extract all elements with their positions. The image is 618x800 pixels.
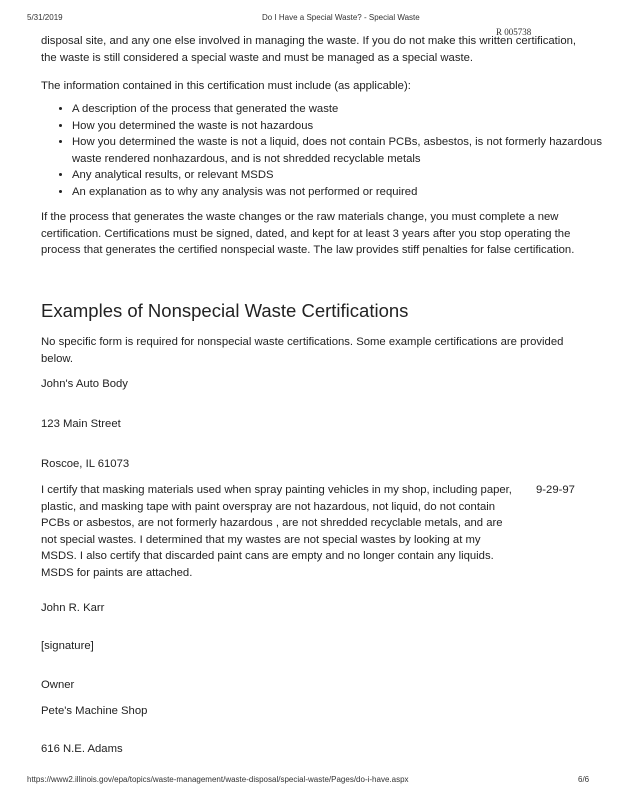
certification-statement: I certify that masking materials used when spray painting vehicles in my shop, including paper, plastic, and masking tape with paint overspray are not hazardous, not liquid, do not contain PCBs or asbestos, are not formerly hazardous , are not shredded recyclable metals, and are not special wastes. I determined that my wastes are not special wastes by looking at my MSDS. I also certify that discarded paint cans are empty and no longer contain any liquids. MSDS for paints are attached. xyxy=(41,484,512,579)
example-company: John's Auto Body xyxy=(41,378,128,390)
print-title: Do I Have a Special Waste? - Special Waste xyxy=(262,13,420,22)
example2-company: Pete's Machine Shop xyxy=(41,705,148,717)
signer-name: John R. Karr xyxy=(41,602,105,614)
footer-url: https://www2.illinois.gov/epa/topics/waste-management/waste-disposal/special-waste/Pages/do-i-have.aspx xyxy=(27,775,409,784)
example2-street: 616 N.E. Adams xyxy=(41,743,123,755)
section-heading: Examples of Nonspecial Waste Certifications xyxy=(41,300,409,321)
requirements-list xyxy=(56,101,602,200)
list-item: • How you determined the waste is not hazardous xyxy=(72,118,602,135)
example-date: 9-29-97 xyxy=(536,484,575,496)
signer-role: Owner xyxy=(41,679,75,691)
section-intro: No specific form is required for nonspecial waste certifications. Some example certifications are provided below. xyxy=(41,336,564,365)
page-number: 6/6 xyxy=(578,775,590,784)
list-item: • An explanation as to why any analysis was not performed or required xyxy=(72,184,602,201)
process-change-paragraph: If the process that generates the waste changes or the raw materials change, you must complete a new certification. Certifications must be signed, dated, and kept for at least 3 years after you stop operating the process that generates the certified nonspecial waste. The law provides stiff penalties for false certification. xyxy=(41,211,575,256)
print-date: 5/31/2019 xyxy=(27,13,63,22)
list-item: • A description of the process that generated the waste xyxy=(72,101,602,118)
intro-paragraph: disposal site, and any one else involved in managing the waste. If you do not make this written certification, the waste is still considered a special waste and must be managed as a special waste. xyxy=(41,35,577,64)
info-lead: The information contained in this certification must include (as applicable): xyxy=(41,80,411,92)
example-city: Roscoe, IL 61073 xyxy=(41,458,130,470)
bates-stamp: R 005738 xyxy=(496,27,532,37)
list-item: • How you determined the waste is not a liquid, does not contain PCBs, asbestos, is not formerly hazardous waste rendered nonhazardous, and is not shredded recyclable metals xyxy=(72,134,602,167)
list-item: • Any analytical results, or relevant MSDS xyxy=(72,167,602,184)
signature-placeholder: [signature] xyxy=(41,640,94,652)
example-street: 123 Main Street xyxy=(41,418,121,430)
